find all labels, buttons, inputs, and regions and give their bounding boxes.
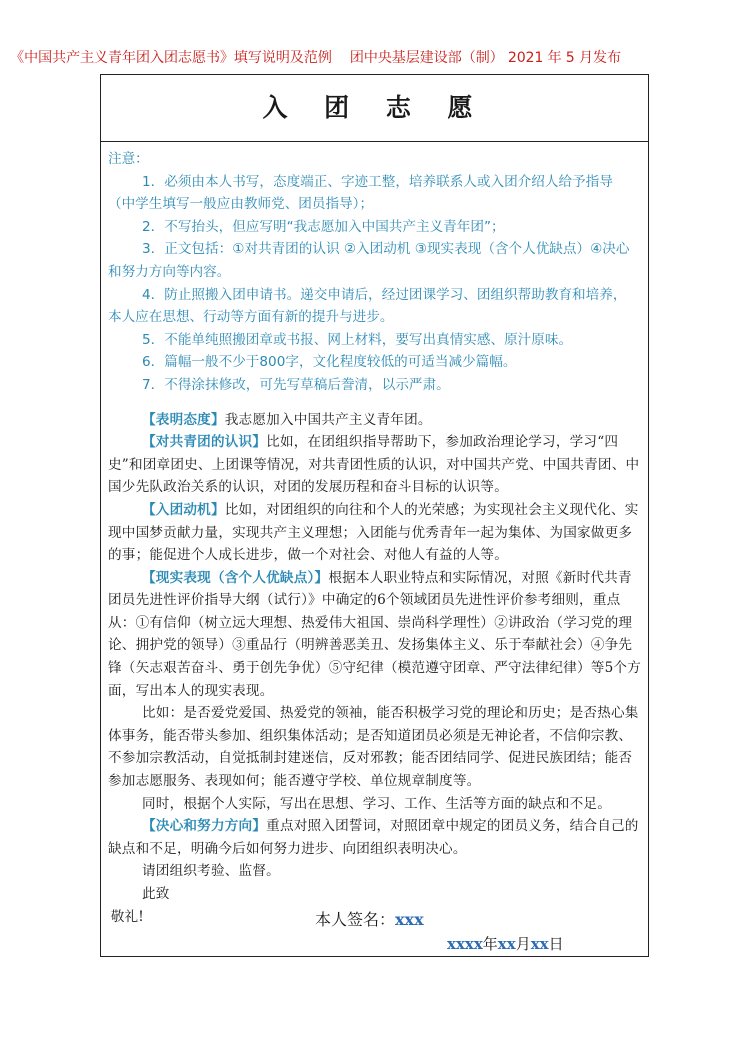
notes-label: 注意： [108, 151, 149, 167]
application-body [101, 397, 648, 929]
date-line [447, 933, 564, 954]
section-tag: 【入团动机】 [142, 501, 225, 518]
section-tag: 【对共青团的认识】 [142, 434, 267, 451]
note-item: 3．正文包括：①对共青团的认识 ②入团动机 ③现实表现（含个人优缺点）④决心和努力方向等内容。 [108, 241, 630, 280]
date-month-char: 月 [515, 935, 531, 953]
section-tag: 【决心和努力方向】 [142, 818, 267, 835]
note-item: 1．必须由本人书写，态度端正、字迹工整，培养联系人或入团介绍人给予指导（中学生填写一般应由教师党、团员指导）； [108, 173, 613, 213]
header-left-title: 《中国共产主义青年团入团志愿书》填写说明及范例 [10, 50, 332, 66]
date-day[interactable]: xx [530, 935, 549, 953]
paragraph-understanding [108, 431, 642, 499]
paragraph-text: 重点对照入团誓词，对照团章中规定的团员义务，结合自己的缺点和不足，明确今后如何努力进步、向团组织表明决心。 [108, 818, 639, 857]
signature-value[interactable]: xxx [395, 910, 424, 929]
date-month[interactable]: xx [497, 935, 516, 953]
signature-label: 本人签名： [315, 910, 396, 929]
salutation: 敬礼! [110, 908, 144, 925]
paragraph-performance [108, 567, 642, 703]
paragraph-text: 根据本人职业特点和实际情况，对照《新时代共青团员先进性评价指导大纲（试行）》中确定的6个领域团员先进性评价参考细则，重点从：①有信仰（树立远大理想、热爱伟大祖国、崇尚科学理性）②讲政治（学习党的理论、拥护党的领导）③重品行（明辨善恶美丑、发扬集体主义、乐于奉献社会）④争先锋（矢志艰苦奋斗、勇于创先争优）⑤守纪律（模范遵守团章、严守法律纪律）等5个方面，写出本人的现实表现。 [108, 569, 642, 699]
note-item: 4．防止照搬入团申请书。递交申请后，经过团课学习、团组织帮助教育和培养，本人应在思想、行动等方面有新的提升与进步。 [108, 286, 627, 326]
paragraph-shortcomings: 同时，根据个人实际，写出在思想、学习、工作、生活等方面的缺点和不足。 [142, 795, 611, 812]
paragraph-request: 请团组织考验、监督。 [142, 863, 280, 880]
paragraph-motivation [108, 499, 642, 567]
paragraph-text: 比如，在团组织指导帮助下，参加政治理论学习，学习“四史”和团章团史、上团课等情况，对共青团性质的认识，对中国共产党、中国共青团、中国少先队政治关系的认识，对团的发展历程和奋斗目标的认识等。 [108, 434, 640, 496]
paragraph-text: 我志愿加入中国共产主义青年团。 [224, 411, 432, 428]
paragraph-attitude [108, 409, 642, 432]
header-right-publisher: 团中央基层建设部（制） 2021 年 5 月发布 [349, 50, 621, 66]
application-form [100, 74, 649, 957]
form-title: 入 团 志 愿 [101, 75, 648, 142]
paragraph-resolution [108, 815, 642, 860]
paragraph-text: 比如，对团组织的向往和个人的光荣感；为实现社会主义现代化、实现中国梦贡献力量，实现共产主义理想；入团能与优秀青年一起为集体、为国家做更多的事；能促进个人成长进步，做一个对社会、对他人有益的人等。 [108, 501, 639, 564]
note-item: 5．不能单纯照搬团章或书报、网上材料，要写出真情实感、原汁原味。 [142, 331, 573, 348]
date-day-char: 日 [548, 935, 564, 953]
section-tag: 【表明态度】 [142, 411, 225, 428]
notes-section [101, 142, 648, 397]
signature-line [315, 907, 424, 930]
note-item: 2．不写抬头，但应写明“我志愿加入中国共产主义青年团”； [142, 218, 505, 235]
date-year[interactable]: xxxx [447, 935, 483, 953]
closing-line: 此致 [142, 886, 170, 902]
document-header [10, 47, 738, 67]
note-item: 6．篇幅一般不少于800字，文化程度较低的可适当减少篇幅。 [142, 354, 517, 371]
date-year-char: 年 [482, 935, 498, 953]
section-tag: 【现实表现（含个人优缺点）】 [142, 569, 329, 586]
note-item: 7．不得涂抹修改，可先写草稿后誊清，以示严肃。 [142, 376, 450, 393]
paragraph-examples: 比如：是否爱党爱国、热爱党的领袖，能否积极学习党的理论和历史；是否热心集体事务，能否带头参加、组织集体活动；是否知道团员必须是无神论者，不信仰宗教、不参加宗教活动，自觉抵制封建迷信，反对邪教；能否团结同学、促进民族团结；能否参加志愿服务、表现如何；能否遵守学校、单位规章制度等。 [108, 705, 639, 790]
